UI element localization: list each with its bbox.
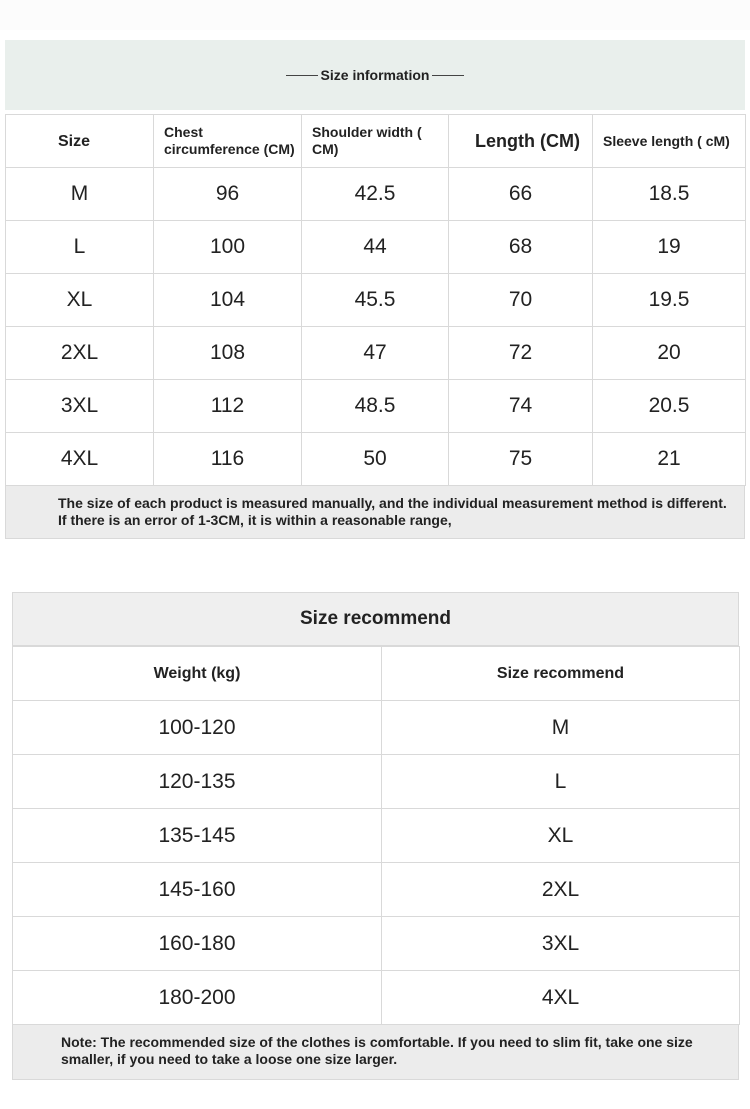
table-cell: 2XL [382,863,740,917]
table-cell: 42.5 [302,168,449,221]
table-cell: 100-120 [13,701,382,755]
table-cell: XL [6,274,154,327]
size-recommend-table [12,646,740,1025]
table-cell: 3XL [382,917,740,971]
recommend-note: Note: The recommended size of the clothes is comfortable. If you need to slim fit, take one size smaller, if you need to take a loose one size larger. [12,1025,739,1080]
table-cell: 145-160 [13,863,382,917]
table-cell: 66 [449,168,593,221]
table-row [6,380,746,433]
table-cell: 68 [449,221,593,274]
table-row [6,221,746,274]
table-cell: 45.5 [302,274,449,327]
column-header: Length (CM) [449,115,593,168]
table-cell: 20.5 [593,380,746,433]
table-cell: 135-145 [13,809,382,863]
table-cell: 4XL [6,433,154,486]
size-information-table [5,114,746,486]
table-cell: 104 [154,274,302,327]
column-header: Sleeve length ( cM) [593,115,746,168]
table-cell: 70 [449,274,593,327]
table-header-row [13,647,740,701]
table-row [13,755,740,809]
table-row [13,917,740,971]
top-strip [0,0,750,30]
table-cell: M [6,168,154,221]
title-rule-left [286,75,318,76]
table-cell: 96 [154,168,302,221]
title-rule-right [432,75,464,76]
table-cell: 74 [449,380,593,433]
measurement-note: The size of each product is measured manually, and the individual measurement method is different. If there is an error of 1-3CM, it is within a reasonable range, [5,486,745,539]
size-recommend-title: Size recommend [12,592,739,646]
size-recommend-section [12,592,739,1080]
table-cell: 160-180 [13,917,382,971]
table-cell: 180-200 [13,971,382,1025]
table-cell: 120-135 [13,755,382,809]
column-header: Weight (kg) [13,647,382,701]
table-cell: 50 [302,433,449,486]
table-row [13,701,740,755]
size-information-header [5,40,745,110]
table-row [6,168,746,221]
table-row [13,863,740,917]
table-row [13,971,740,1025]
column-header: Shoulder width ( CM) [302,115,449,168]
table-cell: L [382,755,740,809]
table-cell: 18.5 [593,168,746,221]
table-cell: 72 [449,327,593,380]
table-row [6,274,746,327]
column-header: Size recommend [382,647,740,701]
table-cell: XL [382,809,740,863]
table-cell: 44 [302,221,449,274]
table-row [13,809,740,863]
table-row [6,327,746,380]
size-information-title: Size information [320,67,430,83]
table-cell: 19 [593,221,746,274]
table-cell: 47 [302,327,449,380]
column-header: Chest circumference (CM) [154,115,302,168]
table-cell: 4XL [382,971,740,1025]
table-cell: 2XL [6,327,154,380]
table-cell: M [382,701,740,755]
table-cell: 75 [449,433,593,486]
table-cell: 112 [154,380,302,433]
table-cell: 19.5 [593,274,746,327]
table-cell: 21 [593,433,746,486]
table-cell: 3XL [6,380,154,433]
column-header: Size [6,115,154,168]
table-cell: 108 [154,327,302,380]
table-cell: 20 [593,327,746,380]
table-cell: 100 [154,221,302,274]
table-cell: 116 [154,433,302,486]
table-row [6,433,746,486]
table-cell: L [6,221,154,274]
table-header-row [6,115,746,168]
table-cell: 48.5 [302,380,449,433]
size-information-section [5,40,745,539]
